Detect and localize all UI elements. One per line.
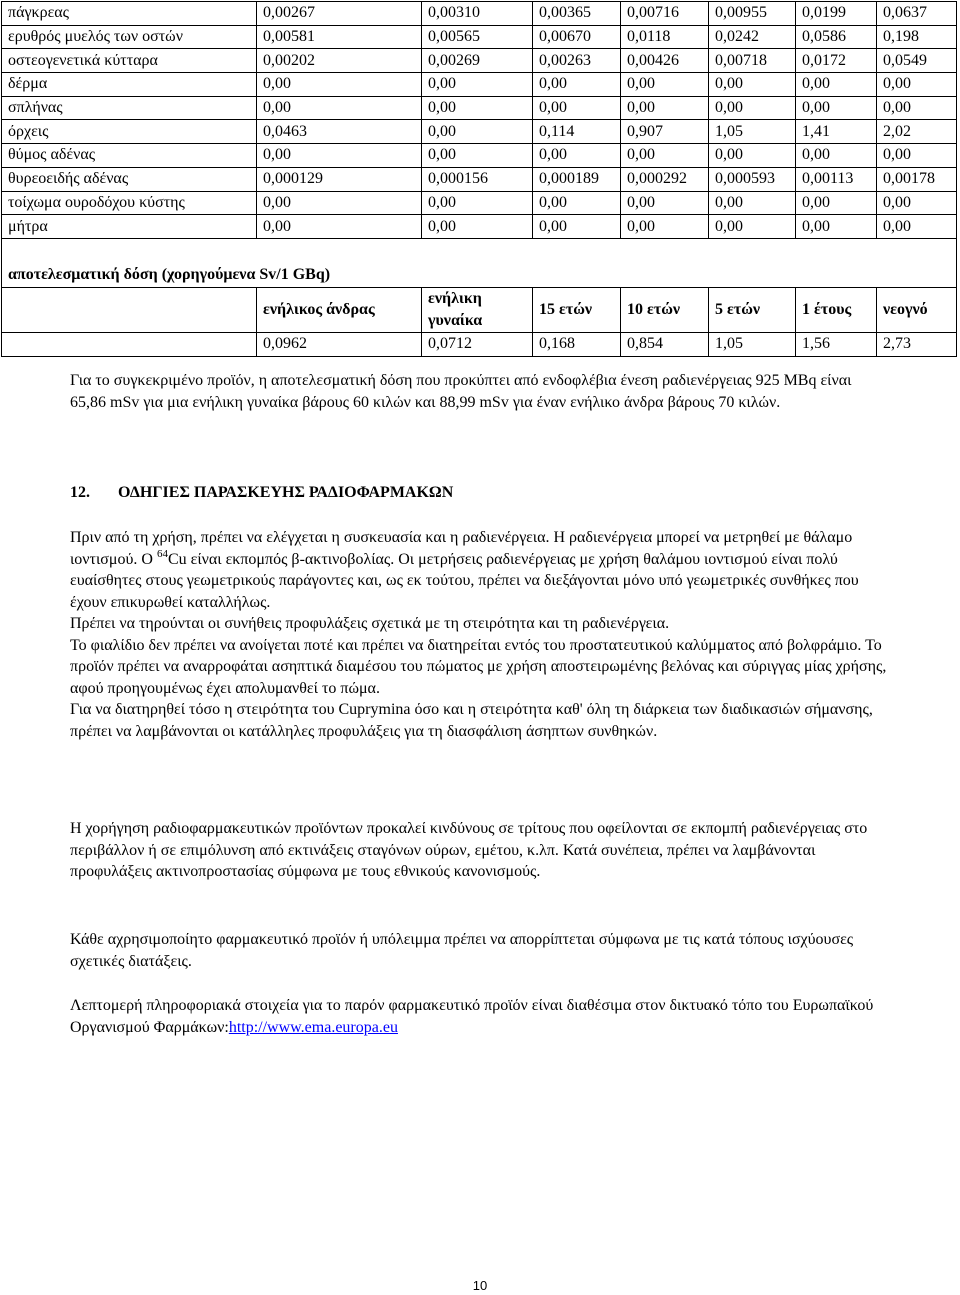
- organ-dose-value: 0,00202: [257, 49, 422, 73]
- dose-value: 0,0962: [257, 332, 422, 356]
- organ-dose-value: 0,00113: [796, 167, 877, 191]
- organ-dose-value: 0,00: [533, 191, 621, 215]
- section-heading: [70, 482, 890, 504]
- organ-dose-value: 0,00: [796, 73, 877, 97]
- organ-dose-value: 0,00: [257, 191, 422, 215]
- organ-dose-value: 2,02: [877, 120, 957, 144]
- table-row: [2, 191, 957, 215]
- disposal-paragraph: [70, 929, 890, 972]
- organ-dose-value: 0,00426: [621, 49, 709, 73]
- organ-name: θύμος αδένας: [2, 144, 257, 168]
- dosimetry-table-container: [1, 1, 956, 357]
- organ-dose-value: 0,00365: [533, 2, 621, 26]
- effective-dose-title: αποτελεσματική δόση (χορηγούμενα Sv/1 GBq): [2, 263, 957, 288]
- dosimetry-table: [1, 1, 957, 357]
- organ-dose-value: 0,00565: [422, 25, 533, 49]
- organ-dose-value: 0,00718: [709, 49, 796, 73]
- organ-dose-value: 0,00: [621, 215, 709, 239]
- header-10-years: 10 ετών: [621, 287, 709, 332]
- organ-dose-value: 0,00: [709, 215, 796, 239]
- organ-dose-value: 0,00670: [533, 25, 621, 49]
- organ-dose-value: 0,00: [422, 144, 533, 168]
- organ-dose-value: 0,00: [709, 96, 796, 120]
- organ-dose-value: 0,0172: [796, 49, 877, 73]
- age-header-row: [2, 287, 957, 332]
- organ-dose-value: 0,00: [422, 73, 533, 97]
- organ-dose-value: 0,00: [257, 215, 422, 239]
- dose-value: 2,73: [877, 332, 957, 356]
- organ-dose-value: 0,00: [533, 144, 621, 168]
- organ-dose-value: 0,00: [709, 73, 796, 97]
- preparation-paragraph-4: Για να διατηρηθεί τόσο η στειρότητα του Cuprymina όσο και η στειρότητα καθ' όλη τη διάρκεια των διαδικασιών σήμανσης, πρέπει να λαμβάνονται οι κατάλληλες προφυλάξεις για τη διασφάλιση άσηπτων συνθηκών.: [70, 701, 873, 740]
- organ-dose-value: 0,0549: [877, 49, 957, 73]
- organ-dose-value: 0,907: [621, 120, 709, 144]
- organ-dose-value: 0,00: [257, 96, 422, 120]
- header-blank-cell: [2, 287, 257, 332]
- organ-dose-value: 0,00: [621, 144, 709, 168]
- organ-dose-value: 0,00: [877, 73, 957, 97]
- organ-dose-value: 0,00: [877, 144, 957, 168]
- organ-name: δέρμα: [2, 73, 257, 97]
- organ-dose-value: 0,00263: [533, 49, 621, 73]
- organ-dose-value: 0,000189: [533, 167, 621, 191]
- organ-name: θυρεοειδής αδένας: [2, 167, 257, 191]
- radiation-risk-paragraph: [70, 818, 890, 883]
- organ-dose-value: 0,00: [257, 73, 422, 97]
- organ-name: ερυθρός μυελός των οστών: [2, 25, 257, 49]
- table-row: [2, 144, 957, 168]
- header-15-years: 15 ετών: [533, 287, 621, 332]
- organ-dose-value: 0,00: [621, 191, 709, 215]
- table-row: [2, 167, 957, 191]
- dose-blank-cell: [2, 332, 257, 356]
- header-adult-man: ενήλικος άνδρας: [257, 287, 422, 332]
- preparation-instructions: [70, 527, 890, 742]
- dose-value: 0,0712: [422, 332, 533, 356]
- effective-dose-title-row: [2, 263, 957, 288]
- table-row: [2, 49, 957, 73]
- organ-name: πάγκρεας: [2, 2, 257, 26]
- table-row: [2, 25, 957, 49]
- section-title: ΟΔΗΓΙΕΣ ΠΑΡΑΣΚΕΥΗΣ ΡΑΔΙΟΦΑΡΜΑΚΩΝ: [118, 484, 454, 501]
- organ-dose-value: 0,00: [877, 96, 957, 120]
- info-text-body: Λεπτομερή πληροφοριακά στοιχεία για το παρόν φαρμακευτικό προϊόν είναι διαθέσιμα στον δικτυακό τόπο του Ευρωπαϊκού Οργανισμού Φαρμάκων:: [70, 997, 874, 1036]
- organ-dose-value: 0,00269: [422, 49, 533, 73]
- organ-dose-value: 0,00716: [621, 2, 709, 26]
- organ-dose-value: 0,000593: [709, 167, 796, 191]
- organ-name: όρχεις: [2, 120, 257, 144]
- dose-value: 0,854: [621, 332, 709, 356]
- table-row: [2, 120, 957, 144]
- table-row: [2, 215, 957, 239]
- dose-value: 1,05: [709, 332, 796, 356]
- info-text: [70, 995, 890, 1038]
- organ-dose-value: 0,00178: [877, 167, 957, 191]
- organ-dose-value: 0,0637: [877, 2, 957, 26]
- organ-dose-value: 0,00: [621, 73, 709, 97]
- preparation-paragraph-3: Το φιαλίδιο δεν πρέπει να ανοίγεται ποτέ και πρέπει να διατηρείται εντός του προστατευτικού καλύμματος από βολφράμιο. Το προϊόν πρέπει να αναρροφάται ασηπτικά διαμέσου του πώματος με χρήση αποστειρωμένης βελόνας και σύριγγας μίας χρήσης, αφού προηγουμένως έχει απολυμανθεί το πώμα.: [70, 636, 887, 697]
- organ-dose-value: 0,0242: [709, 25, 796, 49]
- organ-dose-value: 0,0118: [621, 25, 709, 49]
- preparation-paragraph-2: Πρέπει να τηρούνται οι συνήθεις προφυλάξεις σχετικά με τη στειρότητα και τη ραδιενέργεια.: [70, 615, 670, 632]
- header-5-years: 5 ετών: [709, 287, 796, 332]
- organ-dose-value: 0,000156: [422, 167, 533, 191]
- effective-dose-text: Για το συγκεκριμένο προϊόν, η αποτελεσματική δόση που προκύπτει από ενδοφλέβια ένεση ραδιενέργειας 925 MBq είναι 65,86 mSv για μια ενήλικη γυναίκα βάρους 60 κιλών και 88,99 mSv για έναν ενήλικο άνδρα βάρους 70 κιλών.: [70, 372, 852, 411]
- header-newborn: νεογνό: [877, 287, 957, 332]
- organ-dose-value: 0,00955: [709, 2, 796, 26]
- organ-dose-value: 0,00: [422, 120, 533, 144]
- organ-dose-value: 1,41: [796, 120, 877, 144]
- table-row: [2, 73, 957, 97]
- preparation-text-b: Cu είναι εκπομπός β-ακτινοβολίας. Οι μετρήσεις ραδιενέργειας με χρήση θαλάμου ιοντισμού είναι πολύ ευαίσθητες στους γεωμετρικούς παράγοντες και, ως εκ τούτου, πρέπει να διεξάγονται μόνο υπό γεωμετρικές συνθήκες που έχουν επικυρωθεί καταλλήλως.: [70, 550, 859, 611]
- effective-dose-values-row: [2, 332, 957, 356]
- organ-dose-value: 0,00: [533, 215, 621, 239]
- organ-dose-value: 0,00: [877, 191, 957, 215]
- organ-dose-value: 0,0463: [257, 120, 422, 144]
- organ-name: μήτρα: [2, 215, 257, 239]
- organ-dose-value: 0,0586: [796, 25, 877, 49]
- organ-dose-value: 0,00: [422, 215, 533, 239]
- organ-dose-value: 0,00267: [257, 2, 422, 26]
- header-adult-woman-line2: γυναίκα: [428, 311, 483, 329]
- organ-dose-value: 0,00: [796, 96, 877, 120]
- header-adult-woman-line1: ενήλικη: [428, 289, 482, 307]
- radiation-risk-text: Η χορήγηση ραδιοφαρμακευτικών προϊόντων προκαλεί κινδύνους σε τρίτους που οφείλονται σε εκπομπή ραδιενέργειας στο περιβάλλον ή σε επιμόλυνση από εκτινάξεις σταγόνων ούρων, εμέτου, κ.λπ. Κατά συνέπεια, πρέπει να λαμβάνονται προφυλάξεις ακτινοπροστασίας σύμφωνα με τους εθνικούς κανονισμούς.: [70, 820, 868, 880]
- info-paragraph: [70, 995, 890, 1038]
- effective-dose-paragraph: [70, 370, 890, 413]
- disposal-text: Κάθε αχρησιμοποίητο φαρμακευτικό προϊόν ή υπόλειμμα πρέπει να απορρίπτεται σύμφωνα με τις κατά τόπους ισχύουσες σχετικές διατάξεις.: [70, 931, 854, 970]
- organ-name: οστεογενετικά κύτταρα: [2, 49, 257, 73]
- organ-rows: [2, 2, 957, 239]
- organ-dose-value: 1,05: [709, 120, 796, 144]
- organ-dose-value: 0,00: [422, 191, 533, 215]
- header-adult-woman: [422, 287, 533, 332]
- table-spacer-row: [2, 238, 957, 263]
- organ-dose-value: 0,0199: [796, 2, 877, 26]
- ema-website-link[interactable]: http://www.ema.europa.eu: [228, 1018, 398, 1036]
- organ-dose-value: 0,00: [257, 144, 422, 168]
- organ-dose-value: 0,00: [709, 144, 796, 168]
- organ-dose-value: 0,00: [621, 96, 709, 120]
- organ-dose-value: 0,00581: [257, 25, 422, 49]
- section-number: 12.: [70, 484, 90, 501]
- organ-dose-value: 0,000129: [257, 167, 422, 191]
- organ-dose-value: 0,00: [533, 96, 621, 120]
- preparation-paragraph-1: [70, 527, 890, 613]
- dose-value: 0,168: [533, 332, 621, 356]
- organ-dose-value: 0,00: [796, 144, 877, 168]
- isotope-mass-number: 64: [156, 547, 168, 560]
- organ-dose-value: 0,198: [877, 25, 957, 49]
- dose-value: 1,56: [796, 332, 877, 356]
- organ-dose-value: 0,00: [422, 96, 533, 120]
- organ-dose-value: 0,00310: [422, 2, 533, 26]
- organ-dose-value: 0,114: [533, 120, 621, 144]
- organ-dose-value: 0,00: [877, 215, 957, 239]
- organ-dose-value: 0,00: [709, 191, 796, 215]
- table-row: [2, 2, 957, 26]
- organ-dose-value: 0,00: [796, 191, 877, 215]
- organ-name: σπλήνας: [2, 96, 257, 120]
- organ-dose-value: 0,000292: [621, 167, 709, 191]
- header-1-year: 1 έτους: [796, 287, 877, 332]
- page-number: 10: [472, 1278, 488, 1293]
- organ-name: τοίχωμα ουροδόχου κύστης: [2, 191, 257, 215]
- preparation-text-a: Πριν από τη χρήση, πρέπει να ελέγχεται η συσκευασία και η ραδιενέργεια. Η ραδιενέργεια μπορεί να μετρηθεί με θάλαμο ιοντισμού. Ο: [70, 529, 853, 568]
- organ-dose-value: 0,00: [533, 73, 621, 97]
- organ-dose-value: 0,00: [796, 215, 877, 239]
- table-row: [2, 96, 957, 120]
